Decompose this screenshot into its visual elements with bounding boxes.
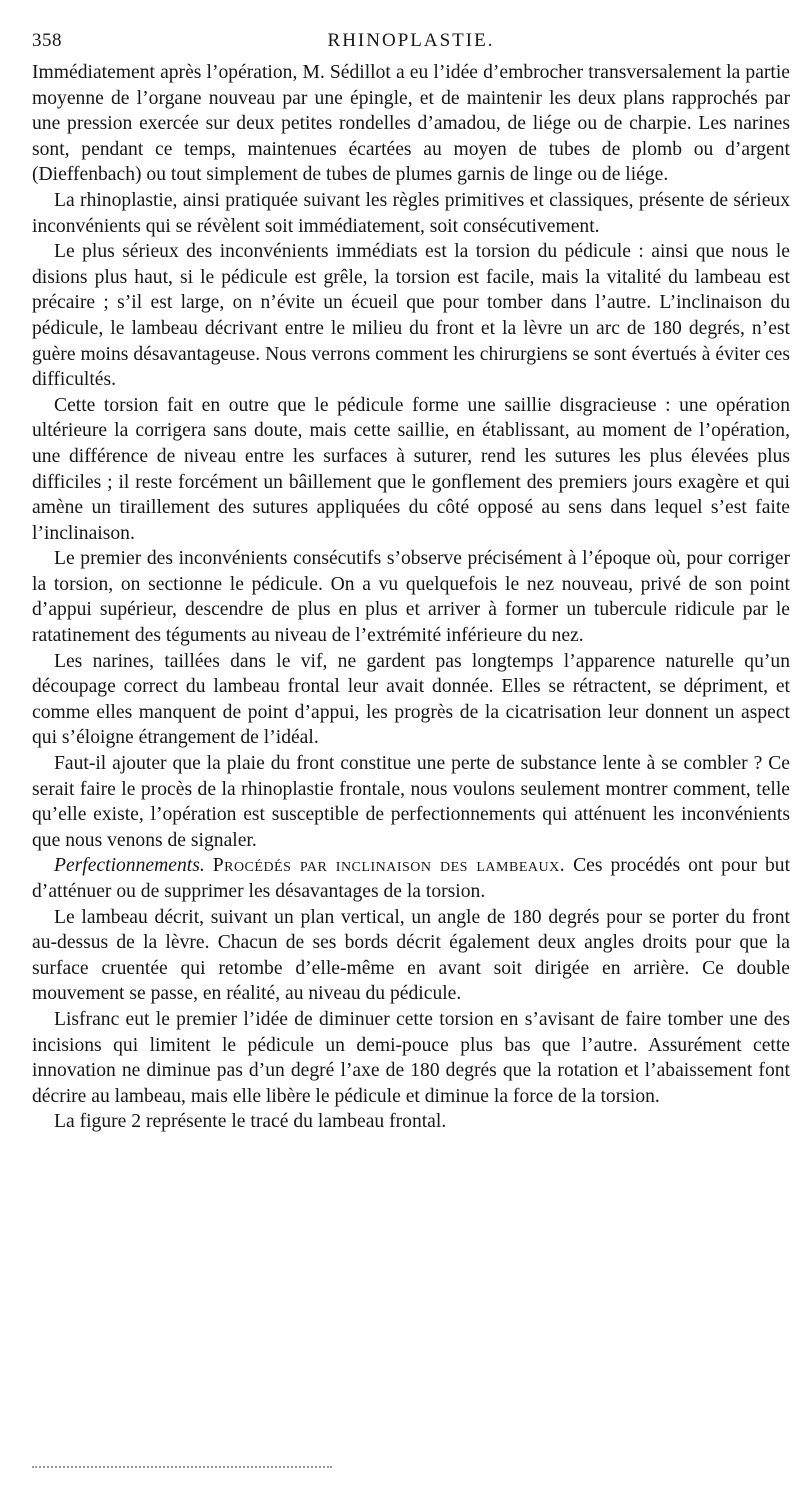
- section-subheading: Procédés par inclinaison des lambeaux.: [212, 855, 566, 877]
- paragraph: La rhinoplastie, ainsi pratiquée suivant les règles primitives et classiques, présente de sérieux inconvénients qui se révèlent soit immédiatement, soit consécutivement.: [32, 189, 790, 237]
- page-header: [32, 30, 790, 58]
- section-paragraph: [32, 853, 790, 904]
- body-text: [32, 60, 790, 1135]
- paragraph: Immédiatement après l’opération, M. Sédillot a eu l’idée d’embrocher transversalement la partie moyenne de l’organe nouveau par une épingle, et de maintenir les deux plans rapprochés par une pression exercée sur deux petites rondelles d’amadou, de liége ou de charpie. Les narines sont, pendant ce temps, maintenues écartées au moyen de tubes de plomb ou d’argent (Dieffenbach) ou tout simplement de tubes de plumes garnis de linge ou de liége.: [32, 62, 790, 186]
- paragraph: Faut-il ajouter que la plaie du front constitue une perte de substance lente à se combler ? Ce serait faire le procès de la rhinoplastie frontale, nous voulons seulement montrer comment, telle qu’elle existe, l’opération est susceptible de perfectionnements qui atténuent les inconvénients que nous venons de signaler.: [32, 753, 790, 851]
- paragraph: Le premier des inconvénients consécutifs s’observe précisément à l’époque où, pour corriger la torsion, on sectionne le pédicule. On a vu quelquefois le nez nouveau, privé de son point d’appui supérieur, descendre de plus en plus et arriver à former un tubercule ridicule par le ratatinement des téguments au niveau de l’extrémité inférieure du nez.: [32, 548, 790, 647]
- footer-rule: [32, 1466, 332, 1468]
- paragraph: Les narines, taillées dans le vif, ne gardent pas longtemps l’apparence naturelle qu’un découpage correct du lambeau frontal leur avait donnée. Elles se rétractent, se dépriment, et comme elles manquent de point d’appui, les progrès de la cicatrisation leur donnent un aspect qui s’éloigne étrangement de l’idéal.: [32, 650, 790, 749]
- section-heading: Perfectionnements.: [54, 855, 205, 877]
- paragraph: Cette torsion fait en outre que le pédicule forme une saillie disgracieuse : une opération ultérieure la corrigera sans doute, mais cette saillie, en établissant, au moment de l’opération, une différence de niveau entre les surfaces à suturer, rend les sutures les plus élevées plus difficiles ; il reste forcément un bâillement que le gonflement des premiers jours exagère et qui amène un tiraillement des sutures appliquées du côté opposé au sens dans lequel s’est faite l’inclinaison.: [32, 394, 790, 544]
- paragraph: Le plus sérieux des inconvénients immédiats est la torsion du pédicule : ainsi que nous le disions plus haut, si le pédicule est grêle, la torsion est facile, mais la vitalité du lambeau est précaire ; s’il est large, on n’évite un écueil que pour tomber dans l’autre. L’inclinaison du pédicule, le lambeau décrivant entre le milieu du front et la lèvre un arc de 180 degrés, n’est guère moins désavantageuse. Nous verrons comment les chirurgiens se sont évertués à éviter ces difficultés.: [32, 241, 790, 391]
- section-lead-text: Ces procédés ont pour but d’atténuer ou de supprimer les désavantages de la torsion.: [32, 855, 791, 902]
- paragraph: Le lambeau décrit, suivant un plan vertical, un angle de 180 degrés pour se porter du front au-dessus de la lèvre. Chacun de ses bords décrit également deux angles droits pour que la surface cruentée qui retombe d’elle-même en avant soit dirigée en arrière. Ce double mouvement se passe, en réalité, au niveau du pédicule.: [32, 906, 790, 1005]
- page-number: 358: [32, 30, 62, 51]
- paragraph: La figure 2 représente le tracé du lambeau frontal.: [54, 1111, 447, 1133]
- running-title: RHINOPLASTIE.: [327, 30, 495, 51]
- book-page: [32, 30, 790, 1135]
- paragraph: Lisfranc eut le premier l’idée de diminuer cette torsion en s’avisant de faire tomber une des incisions qui limitent le pédicule un demi-pouce plus bas que l’autre. Assurément cette innovation ne diminue pas d’un degré l’axe de 180 degrés que la rotation et l’abaissement font décrire au lambeau, mais elle libère le pédicule et diminue la force de la torsion.: [32, 1008, 790, 1107]
